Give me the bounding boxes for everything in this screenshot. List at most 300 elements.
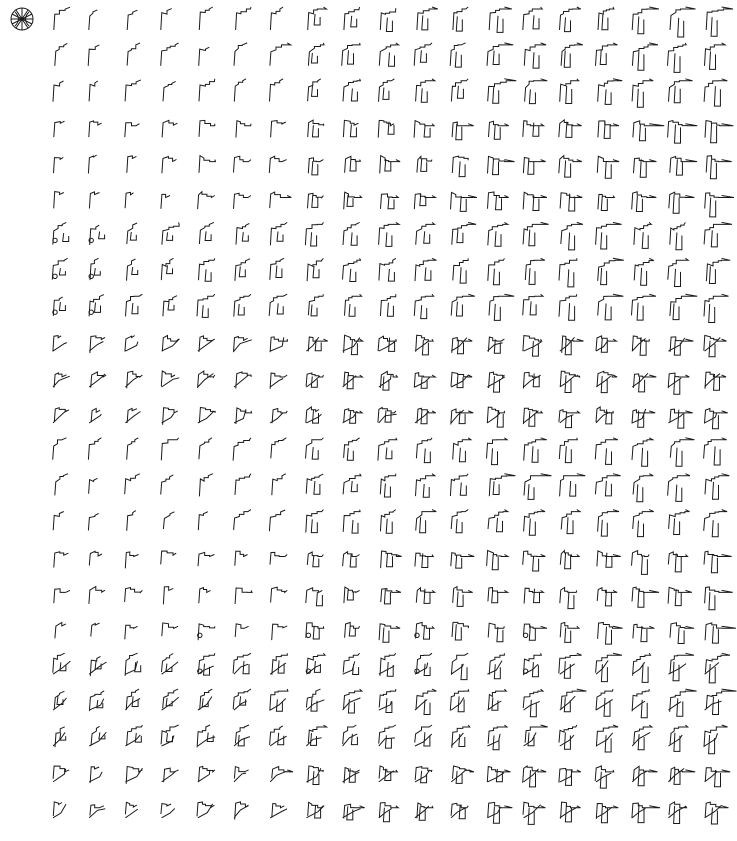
glyph-cell [199,79,215,102]
glyph-stroke [88,45,99,66]
glyph-cell [270,552,287,564]
glyph-cell [343,725,358,746]
glyph-cell [199,222,214,244]
glyph-stroke [451,653,468,679]
glyph-cell [53,653,71,674]
glyph-cell [379,624,400,642]
glyph-stroke [596,336,616,352]
glyph-cell [89,81,98,101]
glyph-stroke [343,552,360,567]
glyph-cell [234,510,251,530]
glyph-stroke [379,371,398,390]
glyph-cell [560,7,581,32]
glyph-cell [344,438,360,460]
glyph-stroke [632,192,657,212]
glyph-cell [125,653,141,676]
glyph-stroke [381,194,399,209]
glyph-stroke [89,587,105,604]
glyph-cell [306,337,327,351]
glyph-stroke [127,43,140,66]
glyph-stroke [595,766,614,788]
glyph-cell [705,802,729,824]
glyph-cell [162,768,179,782]
glyph-cell [125,80,141,102]
glyph-cell [560,689,587,712]
glyph-stroke [705,474,729,500]
glyph-cell [306,588,323,606]
glyph-stroke [308,120,324,137]
glyph-cell [198,192,215,209]
glyph-stroke [234,725,250,746]
glyph-cell [305,222,323,246]
glyph-cell [415,408,436,424]
glyph-cell [632,192,657,212]
glyph-cell [668,552,687,572]
glyph-cell [379,258,396,281]
glyph-cell [270,767,293,782]
glyph-cell [271,438,287,459]
glyph-stroke [308,158,323,175]
glyph-cell [270,43,291,66]
glyph-cell [378,438,397,461]
glyph-cell [234,802,249,820]
glyph-cell [598,121,619,138]
glyph-stroke [668,258,688,286]
glyph-cell [198,624,215,640]
glyph-stroke [632,653,650,682]
glyph-cell [705,689,737,714]
glyph-cell [308,193,324,208]
glyph-stroke [126,294,143,316]
glyph-cell [270,409,287,424]
glyph-cell [88,513,98,530]
glyph-cell [596,689,613,716]
glyph-stroke [632,373,656,392]
glyph-cell [236,121,251,138]
glyph-cell [125,588,143,603]
glyph-cell [523,222,549,245]
glyph-cell [343,510,360,533]
glyph-cell [272,624,288,640]
glyph-stroke [162,654,179,675]
glyph-cell [559,294,577,320]
glyph-stroke [343,474,361,495]
glyph-stroke [453,587,473,607]
glyph-stroke [488,79,517,104]
glyph-stroke [598,121,619,138]
glyph-stroke [634,258,653,285]
glyph-stroke [53,802,66,818]
glyph-cell [343,335,363,354]
glyph-cell [415,553,433,567]
glyph-cell [524,725,548,746]
glyph-cell [125,767,142,784]
glyph-cell [523,336,542,357]
glyph-cell [704,551,732,573]
glyph-cell [89,192,99,209]
glyph-cell [489,294,514,320]
glyph-cell [235,624,248,637]
glyph-cell [451,510,468,533]
glyph-stroke [560,193,582,211]
glyph-cell [487,689,506,710]
glyph-stroke [524,438,547,463]
glyph-cell [53,408,69,423]
glyph-cell [308,158,323,175]
glyph-stroke [306,588,323,606]
glyph-cell [54,192,64,209]
glyph-stroke [55,474,68,496]
glyph-stroke [198,371,215,388]
glyph-stroke [198,689,213,710]
glyph-stroke [199,258,215,281]
glyph-stroke [704,438,727,465]
glyph-cell [415,335,433,355]
glyph-cell [306,653,325,674]
glyph-cell [705,587,733,610]
glyph-cell [489,474,515,497]
glyph-cell [559,258,577,287]
glyph-cell [125,192,133,208]
glyph-stroke [233,689,251,710]
glyph-stroke [632,766,657,786]
glyph-cell [705,474,729,500]
glyph-stroke [414,43,432,66]
glyph-cell [270,79,284,102]
glyph-stroke [127,156,137,173]
glyph-stroke [668,373,689,394]
glyph-cell [380,294,395,316]
glyph-stroke [488,510,508,532]
glyph-cell [89,258,100,280]
glyph-cell [89,656,106,676]
glyph-stroke [343,653,360,674]
glyph-stroke [632,7,659,34]
glyph-stroke [450,43,465,67]
glyph-cell [632,689,649,718]
glyph-cell [598,294,624,320]
glyph-stroke [670,294,697,319]
glyph-stroke [344,587,360,603]
glyph-stroke [561,222,583,250]
glyph-cell [487,372,505,392]
glyph-stroke [271,587,288,602]
glyph-stroke [380,294,395,316]
glyph-stroke [306,438,324,459]
glyph-stroke [487,337,504,353]
glyph-stroke [161,371,179,387]
glyph-stroke [270,258,284,280]
glyph-cell [53,81,64,102]
glyph-cell [489,121,509,139]
glyph-stroke [161,194,170,208]
glyph-cell [633,510,654,537]
glyph-stroke [523,624,547,640]
glyph-stroke [161,551,177,564]
glyph-cell [416,474,435,498]
glyph-stroke [162,336,180,352]
glyph-cell [307,552,323,567]
glyph-stroke [54,552,69,568]
glyph-stroke [668,587,692,605]
glyph-cell [381,589,401,604]
glyph-cell [523,802,545,824]
glyph-cell [632,79,653,107]
glyph-stroke [125,552,138,568]
glyph-cell [199,7,213,30]
glyph-stroke [632,587,659,607]
glyph-cell [670,438,694,467]
glyph-cell [270,653,287,675]
glyph-cell [561,222,583,250]
glyph-cell [306,689,324,711]
glyph-cell [632,373,656,392]
glyph-cell [306,407,322,423]
glyph-cell [596,407,613,424]
glyph-stroke [306,373,323,387]
glyph-cell [706,258,730,283]
glyph-stroke [161,475,174,495]
glyph-stroke [54,121,65,137]
glyph-cell [161,475,174,495]
glyph-cell [54,121,65,137]
glyph-stroke [380,510,395,534]
glyph-cell [668,258,688,286]
glyph-cell [669,510,690,535]
glyph-stroke [308,294,323,316]
glyph-stroke [668,767,695,784]
glyph-stroke [308,7,327,30]
glyph-stroke [89,691,104,711]
glyph-cell [632,725,652,750]
glyph-cell [705,193,734,217]
glyph-cell [632,409,655,427]
glyph-stroke [161,438,178,461]
glyph-stroke [632,294,656,320]
glyph-stroke [523,689,543,717]
glyph-cell [488,588,508,603]
glyph-cell [416,79,435,103]
glyph-cell [523,7,542,30]
glyph-cell [452,122,474,140]
glyph-cell [234,408,252,424]
glyph-stroke [343,768,360,784]
glyph-stroke [452,622,468,640]
glyph-cell [343,474,361,495]
glyph-loop [523,633,527,637]
glyph-cell [345,156,361,172]
glyph-stroke [53,766,69,782]
glyph-cell [523,653,541,677]
glyph-cell [306,802,324,818]
glyph-cell [668,767,695,784]
glyph-stroke [451,766,474,783]
glyph-stroke [523,294,543,315]
glyph-stroke [199,222,214,244]
glyph-stroke [306,689,324,711]
glyph-cell [306,474,323,494]
glyph-cell [453,258,468,283]
glyph-cell [343,222,360,245]
glyph-stroke [524,510,545,536]
glyph-stroke [234,79,246,102]
glyph-stroke [670,222,686,249]
glyph-stroke [270,726,287,746]
glyph-stroke [161,725,179,746]
glyph-stroke [163,512,174,529]
glyph-cell [161,804,175,818]
glyph-stroke [235,624,248,637]
glyph-stroke [343,258,361,281]
glyph-cell [417,156,432,172]
glyph-cell [379,725,396,748]
glyph-cell [704,79,727,106]
glyph-cell [197,725,215,747]
glyph-cell [234,43,247,66]
glyph-stroke [670,7,696,37]
glyph-cell [269,510,285,531]
glyph-cell [89,295,104,317]
glyph-cell [269,294,287,316]
glyph-cell [705,43,726,70]
glyph-cell [559,156,582,178]
glyph-stroke [705,43,726,70]
glyph-stroke [487,725,507,750]
glyph-stroke [199,474,213,497]
glyph-stroke [54,7,70,30]
glyph-stroke [272,624,288,640]
glyph-loop [89,274,93,278]
glyph-cell [88,438,101,460]
glyph-stroke [487,438,508,465]
glyph-stroke [89,478,98,493]
glyph-stroke [632,551,650,575]
glyph-stroke [598,510,619,536]
glyph-stroke [559,156,582,178]
glyph-stroke [344,192,362,209]
glyph-stroke [598,258,624,284]
glyph-cell [306,438,324,459]
glyph-cell [632,336,649,355]
glyph-stroke [306,407,322,423]
glyph-cell [669,192,695,213]
glyph-cell [598,623,623,645]
glyph-cell [89,336,105,353]
glyph-cell [705,121,733,143]
glyph-stroke [523,121,544,137]
glyph-cell [345,294,362,316]
glyph-cell [308,79,321,102]
glyph-cell [523,294,543,315]
glyph-stroke [235,588,252,604]
glyph-stroke [234,802,249,820]
glyph-cell [235,259,250,281]
glyph-cell [127,223,137,244]
glyph-stroke [379,689,396,712]
glyph-cell [127,259,138,281]
glyph-cell [198,371,215,388]
glyph-stroke [704,551,732,573]
glyph-stroke [595,438,618,465]
glyph-cell [705,768,731,787]
glyph-cell [416,438,432,463]
glyph-cell [343,79,360,102]
glyph-stroke [561,43,583,67]
glyph-cell [379,803,399,822]
glyph-cell [198,689,213,710]
glyph-stroke [199,47,210,66]
glyph-cell [560,622,579,642]
glyph-cell [453,7,468,31]
glyph-cell [668,474,690,502]
glyph-cell [559,410,580,428]
glyph-stroke [199,156,216,173]
glyph-cell [451,653,468,679]
glyph-stroke [270,192,292,208]
glyph-cell [487,725,507,750]
glyph-cell [54,7,70,30]
glyph-stroke [198,653,215,675]
glyph-stroke [450,689,468,712]
glyph-stroke [487,43,513,66]
glyph-stroke [451,725,470,748]
glyph-cell [53,336,67,352]
globe-grid-icon[interactable] [11,8,33,30]
glyph-cell [270,689,288,711]
glyph-cell [235,551,248,566]
glyph-stroke [234,767,249,782]
glyph-stroke [53,81,64,102]
glyph-cell [704,438,727,465]
glyph-stroke [306,510,324,533]
glyph-cell [89,726,106,746]
glyph-stroke [199,588,211,604]
glyph-cell [343,409,363,423]
glyph-stroke [308,193,324,208]
glyph-stroke [597,156,619,178]
glyph-cell [559,725,577,749]
glyph-cell [668,121,698,144]
glyph-stroke [704,294,729,322]
glyph-stroke [596,222,622,249]
glyph-cell [378,407,397,423]
glyph-cell [379,766,398,782]
glyph-stroke [55,623,66,639]
glyph-cell [162,408,178,425]
glyph-stroke [270,43,291,66]
glyph-stroke [705,193,734,217]
glyph-cell [415,653,432,675]
glyph-cell [381,194,399,209]
glyph-cell [198,408,215,423]
glyph-cell [487,653,504,679]
glyph-cell [307,258,323,281]
glyph-stroke [307,552,323,567]
glyph-stroke [452,222,476,244]
glyph-cell [632,551,650,575]
glyph-cell [199,120,215,136]
glyph-cell [342,43,360,66]
glyph-cell [89,408,101,423]
glyph-stroke [380,8,396,31]
glyph-stroke [54,589,70,603]
glyph-cell [55,623,66,639]
glyph-stroke [670,438,694,467]
glyph-stroke [668,552,687,572]
glyph-stroke [125,725,142,746]
glyph-stroke [125,123,140,137]
glyph-cell [705,409,728,429]
